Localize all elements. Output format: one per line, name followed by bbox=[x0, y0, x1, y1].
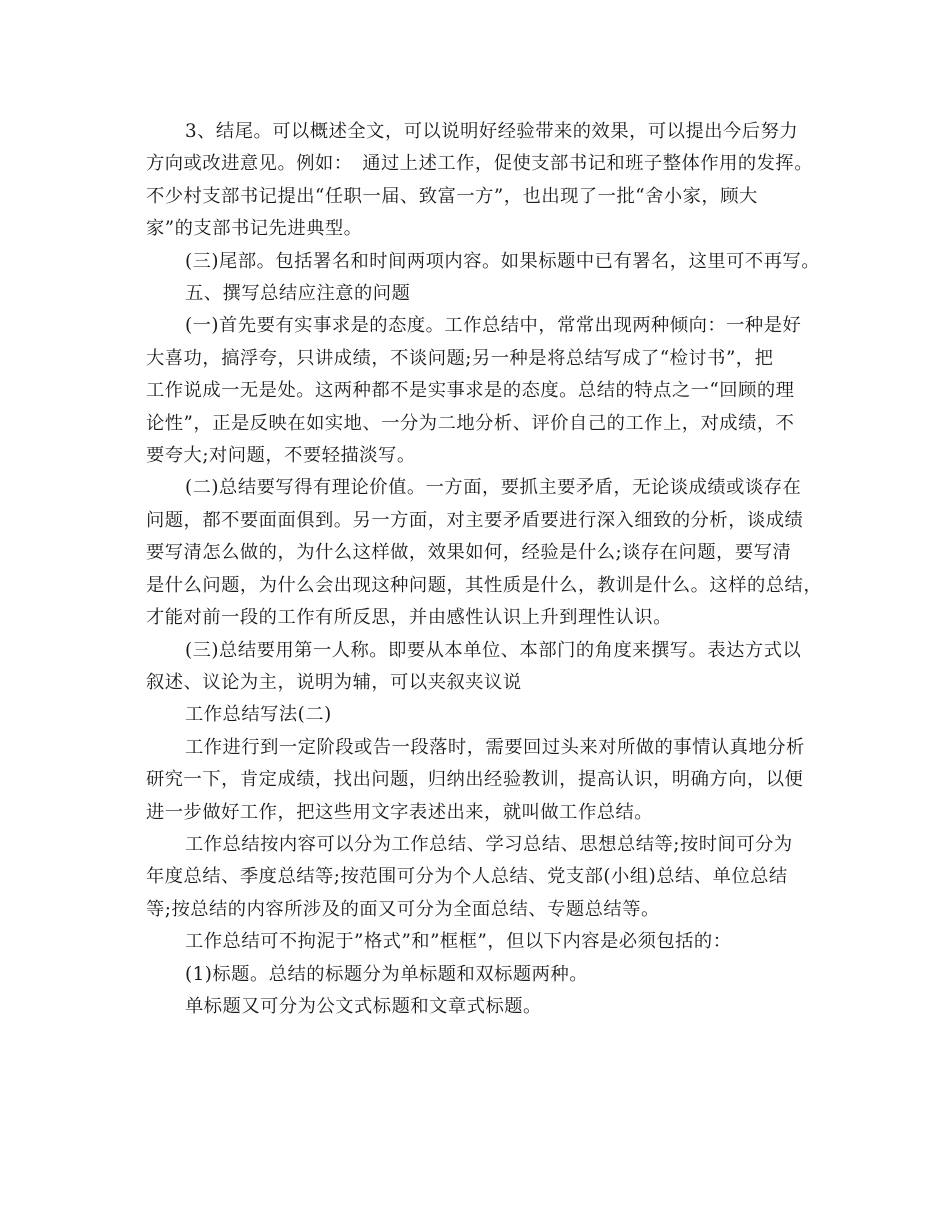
paragraph-line: 工作说成一无是处。这两种都不是实事求是的态度。总结的特点之一“回顾的理 bbox=[146, 380, 795, 402]
paragraph-line: 大喜功，搞浮夸，只讲成绩，不谈问题;另一种是将总结写成了“检讨书”，把 bbox=[146, 347, 774, 369]
paragraph-line: 研究一下，肯定成绩，找出问题，归纳出经验教训，提高认识，明确方向，以便 bbox=[146, 769, 804, 791]
paragraph-line: 单标题又可分为公文式标题和文章式标题。 bbox=[185, 995, 542, 1017]
paragraph-line: 方向或改进意见。例如： 通过上述工作，促使支部书记和班子整体作用的发挥。 bbox=[146, 153, 813, 175]
document-body bbox=[146, 116, 823, 1023]
paragraph-line: 叙述、议论为主，说明为辅，可以夹叙夹议说 bbox=[146, 671, 522, 693]
paragraph-line: 3、结尾。可以概述全文，可以说明好经验带来的效果，可以提出今后努力 bbox=[185, 121, 799, 142]
paragraph-line: 不少村支部书记提出“任职一届、致富一方”，也出现了一批“舍小家，顾大 bbox=[146, 185, 758, 207]
paragraph-line: (三)总结要用第一人称。即要从本单位、本部门的角度来撰写。表达方式以 bbox=[185, 639, 802, 661]
paragraph-line: 工作进行到一定阶段或告一段落时，需要回过头来对所做的事情认真地分析 bbox=[185, 736, 805, 758]
paragraph-line: 进一步做好工作，把这些用文字表述出来，就叫做工作总结。 bbox=[146, 801, 654, 823]
paragraph-line: (三)尾部。包括署名和时间两项内容。如果标题中已有署名，这里可不再写。 bbox=[185, 250, 821, 272]
section-heading: 工作总结写法(二) bbox=[185, 704, 332, 726]
section-heading: 五、撰写总结应注意的问题 bbox=[185, 283, 411, 305]
paragraph-line: 要写清怎么做的，为什么这样做，效果如何，经验是什么;谈存在问题，要写清 bbox=[146, 542, 792, 564]
paragraph-line: 工作总结可不拘泥于”格式”和”框框”，但以下内容是必须包括的： bbox=[185, 931, 732, 953]
paragraph-line: (二)总结要写得有理论价值。一方面，要抓主要矛盾，无论谈成绩或谈存在 bbox=[185, 477, 802, 499]
paragraph-line: 年度总结、季度总结等;按范围可分为个人总结、党支部(小组)总结、单位总结 bbox=[146, 866, 788, 888]
paragraph-line: (1)标题。总结的标题分为单标题和双标题两种。 bbox=[185, 963, 589, 985]
paragraph-line: 要夸大;对问题，不要轻描淡写。 bbox=[146, 445, 416, 467]
paragraph-line: 问题，都不要面面俱到。另一方面，对主要矛盾要进行深入细致的分析，谈成绩 bbox=[146, 509, 804, 531]
paragraph-line: 是什么问题，为什么会出现这种问题，其性质是什么，教训是什么。这样的总结， bbox=[146, 574, 823, 596]
paragraph-line: (一)首先要有实事求是的态度。工作总结中，常常出现两种倾向：一种是好 bbox=[185, 315, 802, 337]
paragraph-line: 等;按总结的内容所涉及的面又可分为全面总结、专题总结等。 bbox=[146, 898, 660, 920]
paragraph-line: 工作总结按内容可以分为工作总结、学习总结、思想总结等;按时间可分为 bbox=[185, 833, 793, 855]
paragraph-line: 才能对前一段的工作有所反思，并由感性认识上升到理性认识。 bbox=[146, 607, 672, 629]
paragraph-line: 论性”，正是反映在如实地、一分为二地分析、评价自己的工作上，对成绩，不 bbox=[146, 412, 795, 434]
paragraph-line: 家”的支部书记先进典型。 bbox=[146, 218, 363, 240]
